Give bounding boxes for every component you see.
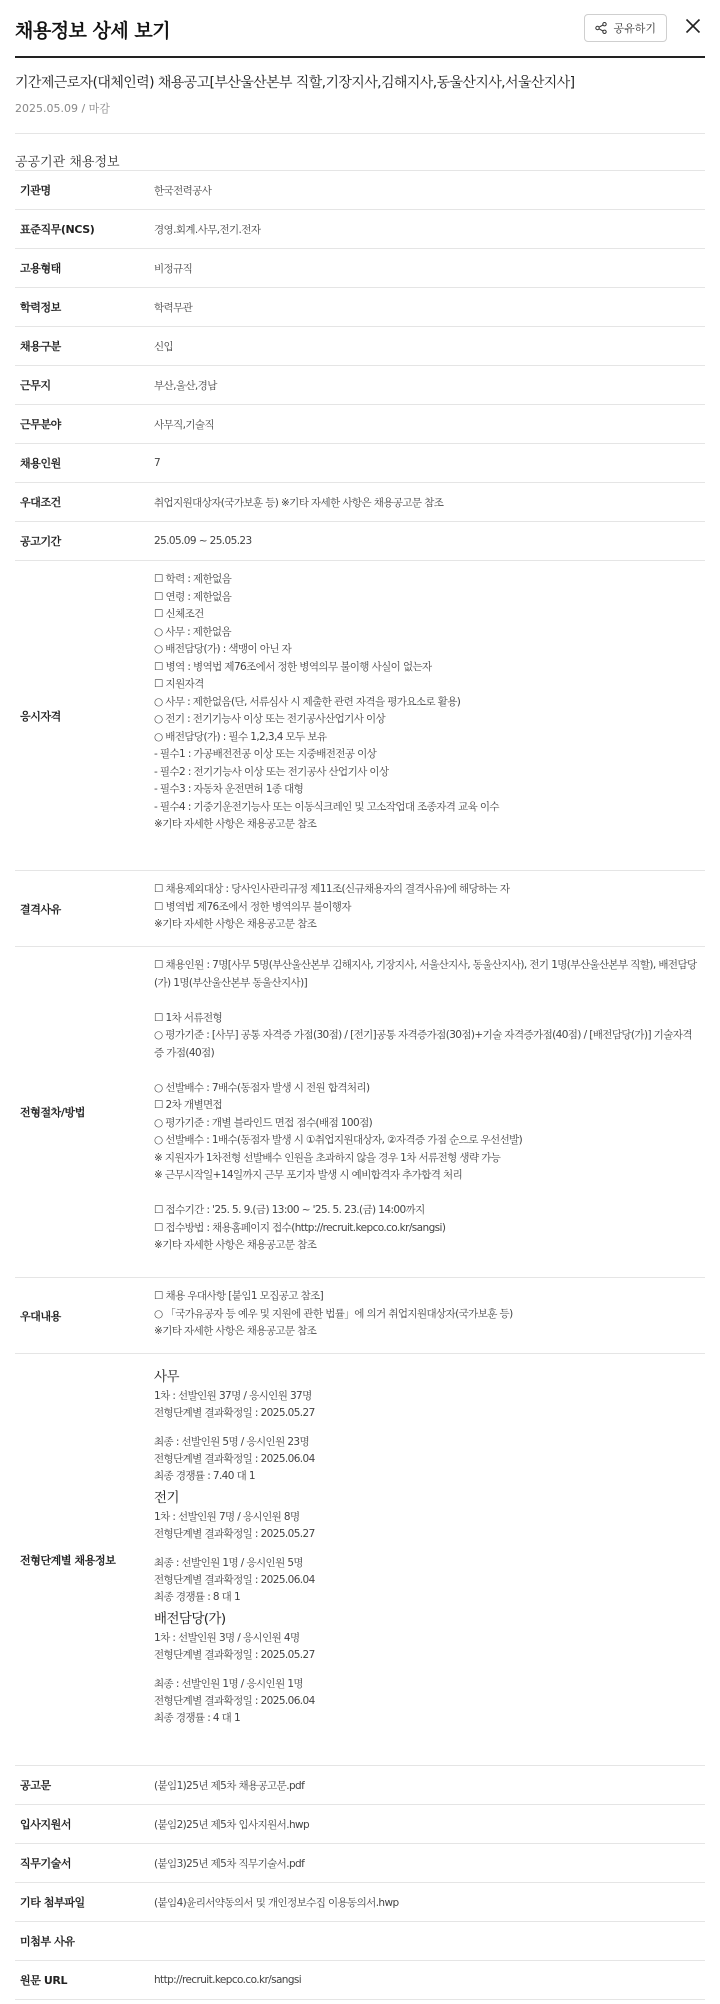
text-line: 최종 : 선발인원 1명 / 응시인원 1명 [154, 1678, 303, 1690]
text-line: 전형단계별 결과확정일 : 2025.06.04 [154, 1574, 315, 1586]
row-value [154, 947, 705, 1277]
text-line: - 필수3 : 자동차 운전면허 1종 대형 [154, 783, 304, 795]
text-line: 전형단계별 결과확정일 : 2025.06.04 [154, 1453, 315, 1465]
row-value: 학력무관 [154, 301, 193, 314]
text-line: - 필수1 : 가공배전전공 이상 또는 지중배전전공 이상 [154, 748, 377, 760]
text-line: ○ 「국가유공자 등 예우 및 지원에 관한 법률」에 의거 취업지원대상자(국가보훈 등) [154, 1307, 513, 1320]
source-url-link[interactable]: http://recruit.kepco.co.kr/sangsi [154, 1974, 302, 1986]
row-headcount [15, 444, 705, 483]
row-hire-type [15, 327, 705, 366]
text-line: ※기타 자세한 사항은 채용공고문 참조 [154, 1239, 317, 1251]
row-label: 채용인원 [20, 457, 61, 470]
text-line: 1차 : 선발인원 7명 / 응시인원 8명 [154, 1511, 300, 1523]
row-qualification [15, 561, 705, 871]
text-line: ☐ 1차 서류전형 [154, 1011, 223, 1024]
row-value: 25.05.09 ~ 25.05.23 [154, 535, 252, 547]
text-line: ☐ 신체조건 [154, 608, 204, 620]
text-line: ※ 근무시작일+14일까지 근무 포기자 발생 시 예비합격자 추가합격 처리 [154, 1169, 463, 1181]
row-label: 공고문 [20, 1779, 51, 1792]
row-label: 원문 URL [20, 1974, 68, 1987]
row-value [154, 561, 705, 870]
text-line: 전형단계별 결과확정일 : 2025.05.27 [154, 1407, 315, 1419]
text-line: - 필수2 : 전기기능사 이상 또는 전기공사 산업기사 이상 [154, 765, 389, 778]
text-line: 1차 : 선발인원 37명 / 응시인원 37명 [154, 1390, 312, 1402]
stage-group [154, 1487, 697, 1606]
row-label: 표준직무(NCS) [20, 223, 95, 236]
row-label: 입사지원서 [20, 1818, 72, 1831]
row-source-url [15, 1961, 705, 2000]
row-value [154, 1354, 705, 1765]
row-other-file [15, 1883, 705, 1922]
text-line: - 필수4 : 기중기운전기능사 또는 이동식크레인 및 고소작업대 조종자격 교육 이수 [154, 800, 499, 813]
row-label: 고용형태 [20, 262, 61, 275]
row-label: 기관명 [20, 184, 51, 197]
text-line: ※기타 자세한 사항은 채용공고문 참조 [154, 918, 317, 930]
row-location [15, 366, 705, 405]
row-procedure [15, 947, 705, 1278]
text-line: ※기타 자세한 사항은 채용공고문 참조 [154, 818, 317, 830]
spacer [154, 1062, 697, 1080]
divider [15, 133, 705, 134]
row-label: 응시자격 [20, 709, 61, 723]
text-line: 최종 : 선발인원 1명 / 응시인원 5명 [154, 1557, 303, 1569]
text-line: ○ 사무 : 제한없음 [154, 625, 231, 638]
text-line: ☐ 2차 개별면접 [154, 1099, 223, 1111]
row-label: 기타 첨부파일 [20, 1896, 85, 1909]
text-line: ☐ 연령 : 제한없음 [154, 590, 232, 603]
row-ncs [15, 210, 705, 249]
row-value [154, 1805, 705, 1843]
text-line: ☐ 지원자격 [154, 678, 204, 690]
text-line: ○ 전기 : 전기기능사 이상 또는 전기공사산업기사 이상 [154, 713, 386, 725]
row-value [154, 871, 705, 946]
text-line: ☐ 채용 우대사항 [붙임1 모집공고 참조] [154, 1290, 324, 1302]
text-line: 최종 : 선발인원 5명 / 응시인원 23명 [154, 1436, 310, 1448]
row-label: 학력정보 [20, 301, 61, 314]
row-label: 공고기간 [20, 535, 61, 548]
row-label: 우대내용 [20, 1309, 61, 1323]
page-title: 채용정보 상세 보기 [15, 20, 171, 42]
text-line: ○ 평가기준 : 개별 블라인드 면접 점수(배점 100점) [154, 1116, 373, 1129]
text-line: ○ 배전담당(가) : 색맹이 아닌 자 [154, 643, 292, 655]
text-line: ※기타 자세한 사항은 채용공고문 참조 [154, 1325, 317, 1337]
text-line: 전형단계별 결과확정일 : 2025.05.27 [154, 1528, 315, 1540]
row-label: 전형절차/방법 [20, 1106, 85, 1119]
row-value: 취업지원대상자(국가보훈 등) ※기타 자세한 사항은 채용공고문 참조 [154, 496, 444, 509]
row-value: 경영.회계.사무,전기.전자 [154, 223, 261, 236]
row-value [154, 1922, 705, 1960]
stage-name: 배전담당(가) [154, 1611, 226, 1627]
row-label: 근무지 [20, 379, 51, 392]
stage-name: 전기 [154, 1490, 179, 1506]
row-value [154, 1844, 705, 1882]
row-value [154, 1766, 705, 1804]
text-line: 최종 경쟁률 : 8 대 1 [154, 1591, 241, 1603]
spacer [154, 1422, 697, 1434]
share-label: 공유하기 [613, 22, 656, 35]
row-notice-file [15, 1766, 705, 1805]
row-preference [15, 483, 705, 522]
text-paragraph: ○ 평가기준 : [사무] 공통 자격증 가점(30점) / [전기]공통 자격증가점(30점)+기술 자격증가점(40점) / [배전담당(가)] 기술자격증 가점(40점) [154, 1029, 692, 1059]
row-job-desc-file [15, 1844, 705, 1883]
application-file-link[interactable]: (붙임2)25년 제5차 입사지원서.hwp [154, 1818, 310, 1831]
spacer [154, 1664, 697, 1676]
row-value: 신입 [154, 340, 174, 353]
text-line: ○ 선발배수 : 7배수(동점자 발생 시 전원 합격처리) [154, 1081, 370, 1094]
row-period [15, 522, 705, 561]
row-value: 부산,울산,경남 [154, 379, 217, 392]
row-value [154, 1883, 705, 1921]
close-icon [685, 18, 701, 34]
stage-group [154, 1608, 697, 1727]
posting-meta: 2025.05.09 / 마감 [15, 102, 110, 115]
page-header [15, 0, 705, 58]
row-label: 전형단계별 채용정보 [20, 1553, 116, 1567]
row-label: 근무분야 [20, 418, 61, 431]
spacer [154, 1543, 697, 1555]
text-line: ○ 선발배수 : 1배수(동점자 발생 시 ①취업지원대상자, ②자격증 가점 순으로 우선선발) [154, 1134, 523, 1146]
notice-file-link[interactable]: (붙임1)25년 제5차 채용공고문.pdf [154, 1779, 305, 1792]
text-line: 1차 : 선발인원 3명 / 응시인원 4명 [154, 1632, 300, 1644]
row-value: 한국전력공사 [154, 184, 212, 197]
row-field [15, 405, 705, 444]
posting-summary [15, 73, 705, 116]
text-line: ☐ 접수방법 : 채용홈페이지 접수(http://recruit.kepco.co.kr/sangsi) [154, 1221, 446, 1234]
text-line: ☐ 병역 : 병역법 제76조에서 정한 병역의무 불이행 사실이 없는자 [154, 660, 432, 673]
row-employment-type [15, 249, 705, 288]
row-label: 채용구분 [20, 340, 61, 353]
row-value [154, 1278, 705, 1353]
stage-group [154, 1366, 697, 1485]
job-desc-file-link[interactable]: (붙임3)25년 제5차 직무기술서.pdf [154, 1857, 305, 1870]
row-benefit [15, 1278, 705, 1354]
info-table [15, 170, 705, 2000]
row-value: 사무직,기술직 [154, 418, 214, 431]
spacer [154, 1185, 697, 1203]
text-line: 최종 경쟁률 : 4 대 1 [154, 1712, 241, 1724]
row-label: 우대조건 [20, 496, 61, 509]
text-line: 최종 경쟁률 : 7.40 대 1 [154, 1470, 255, 1482]
other-file-link[interactable]: (붙임4)윤리서약동의서 및 개인정보수집 이용동의서.hwp [154, 1896, 399, 1909]
text-line: 전형단계별 결과확정일 : 2025.05.27 [154, 1649, 315, 1661]
row-label: 미첨부 사유 [20, 1935, 75, 1948]
close-button[interactable] [683, 17, 703, 37]
text-line: ○ 배전담당(가) : 필수 1,2,3,4 모두 보유 [154, 730, 327, 743]
row-no-attach-reason [15, 1922, 705, 1961]
row-label: 결격사유 [20, 902, 61, 916]
row-value: 비정규직 [154, 262, 193, 275]
share-button[interactable] [584, 14, 667, 42]
text-line: ○ 사무 : 제한없음(단, 서류심사 시 제출한 관련 자격을 평가요소로 활용) [154, 695, 461, 708]
spacer [154, 992, 697, 1010]
row-application-file [15, 1805, 705, 1844]
row-stages [15, 1354, 705, 1766]
text-paragraph: ☐ 채용인원 : 7명[사무 5명(부산울산본부 김해지사, 기장지사, 서울산지사, 동울산지사), 전기 1명(부산울산본부 직할), 배전담당(가) 1명(부산울산본부 동울산지사)] [154, 959, 697, 989]
share-icon [595, 22, 607, 34]
text-line: 전형단계별 결과확정일 : 2025.06.04 [154, 1695, 315, 1707]
text-line: ※ 지원자가 1차전형 선발배수 인원을 초과하지 않을 경우 1차 서류전형 생략 가능 [154, 1151, 501, 1164]
row-value: 7 [154, 457, 161, 469]
stage-name: 사무 [154, 1369, 179, 1385]
text-line: ☐ 채용제외대상 : 당사인사관리규정 제11조(신규채용자의 결격사유)에 해당하는 자 [154, 883, 510, 895]
row-value [154, 1961, 705, 1999]
row-education [15, 288, 705, 327]
section-title: 공공기관 채용정보 [15, 155, 120, 170]
text-line: ☐ 접수기간 : '25. 5. 9.(금) 13:00 ~ '25. 5. 23.(금) 14:00까지 [154, 1204, 425, 1216]
row-org [15, 171, 705, 210]
posting-title: 기간제근로자(대체인력) 채용공고[부산울산본부 직할,기장지사,김해지사,동울산지사,서울산지사] [15, 75, 575, 91]
text-line: ☐ 학력 : 제한없음 [154, 573, 232, 585]
row-disqualification [15, 871, 705, 947]
row-label: 직무기술서 [20, 1857, 72, 1870]
text-line: ☐ 병역법 제76조에서 정한 병역의무 불이행자 [154, 900, 351, 913]
